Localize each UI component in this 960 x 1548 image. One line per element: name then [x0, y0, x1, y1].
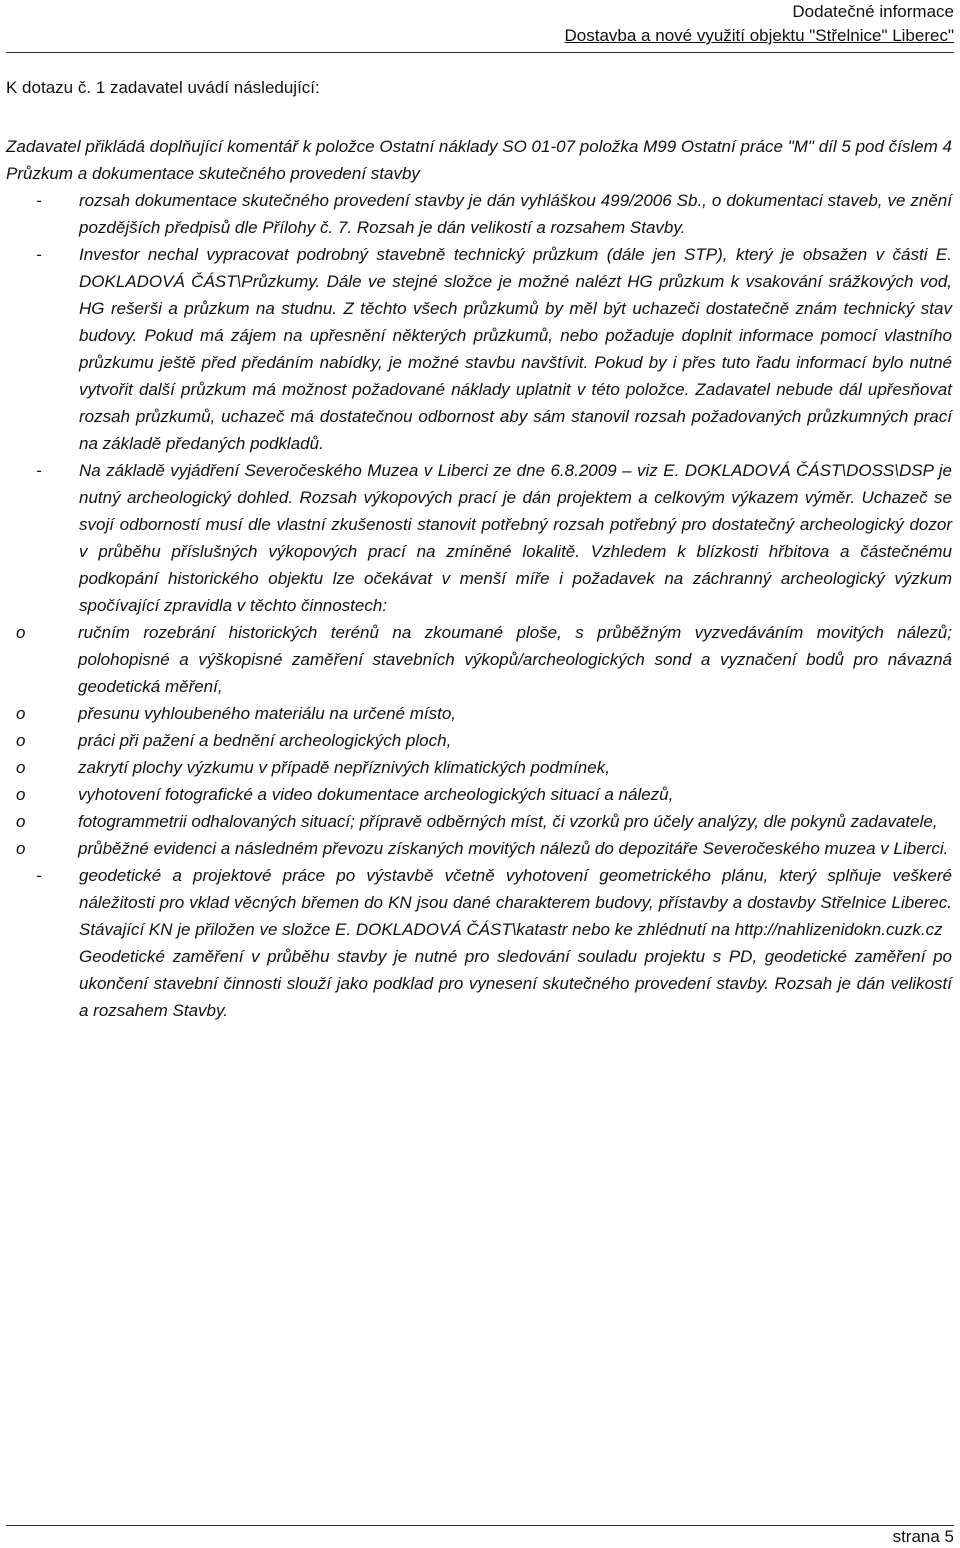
list-item	[6, 241, 952, 457]
activity-item	[6, 835, 952, 862]
question-heading: K dotazu č. 1 zadavatel uvádí následující:	[6, 78, 320, 97]
item-extra-text: Geodetické zaměření v průběhu stavby je nutné pro sledování souladu projektu s PD, geodetické zaměření po ukončení stavební činnosti slouží jako podklad pro vynesení skutečného provedení stavby. Rozsah je dán velikostí a rozsahem Stavby.	[79, 947, 952, 1020]
header-divider	[6, 52, 954, 53]
activity-text: vyhotovení fotografické a video dokumentace archeologických situací a nálezů,	[78, 785, 674, 804]
list-item	[6, 187, 952, 241]
item-text: geodetické a projektové práce po výstavbě včetně vyhotovení geometrického plánu, který splňuje veškeré náležitosti pro vklad věcných břemen do KN jsou dané charakterem budovy, přístavby a dostavby Střelnice Liberec. Stávající KN je přiložen ve složce E. DOKLADOVÁ ČÁST\katastr nebo ke zhlédnutí na http://nahlizenidokn.cuzk.cz	[79, 866, 952, 939]
dash-bullet: -	[36, 866, 42, 885]
activity-text: práci při pažení a bednění archeologických ploch,	[78, 731, 452, 750]
page-header	[565, 0, 954, 48]
page-number: strana 5	[892, 1527, 954, 1546]
dash-bullet: -	[36, 191, 42, 210]
circle-bullet: o	[16, 731, 26, 750]
activity-item	[6, 727, 952, 754]
item-text: Na základě vyjádření Severočeského Muzea v Liberci ze dne 6.8.2009 – viz E. DOKLADOVÁ ČÁST\DOSS\DSP je nutný archeologický dohled. Rozsah výkopových prací je dán projektem a celkovým výkazem výměr. Uchazeč se svojí odborností musí dle vlastní zkušenosti stanovit potřebný rozsah potřebný pro dostatečný archeologický dozor v průběhu příslušných výkopových prací na zmíněné lokalitě. Vzhledem k blízkosti hřbitova a částečnému podkopání historického objektu lze očekávat v menší míře i požadavek na záchranný archeologický výzkum spočívající zpravidla v těchto činnostech:	[79, 461, 952, 615]
header-project: Dostavba a nové využití objektu "Střelnice" Liberec"	[564, 26, 954, 45]
circle-bullet: o	[16, 812, 26, 831]
item-text: rozsah dokumentace skutečného provedení stavby je dán vyhláškou 499/2006 Sb., o dokumentaci staveb, ve znění pozdějších předpisů dle Přílohy č. 7. Rozsah je dán velikostí a rozsahem Stavby.	[79, 191, 952, 237]
circle-bullet: o	[16, 623, 26, 642]
activity-text: průběžné evidenci a následném převozu získaných movitých nálezů do depozitáře Severočeského muzea v Liberci.	[78, 839, 949, 858]
circle-bullet: o	[16, 839, 26, 858]
activity-text: ručním rozebrání historických terénů na zkoumané ploše, s průběžným vyzvedáváním movitých nálezů; polohopisné a výškopisné zaměření stavebních výkopů/archeologických sond a vyznačení bodů pro návazná geodetická měření,	[78, 623, 952, 696]
dash-bullet: -	[36, 461, 42, 480]
dash-bullet: -	[36, 245, 42, 264]
list-item	[6, 457, 952, 619]
circle-bullet: o	[16, 758, 26, 777]
answer-list	[6, 187, 952, 1024]
intro-paragraph: Zadavatel přikládá doplňující komentář k položce Ostatní náklady SO 01-07 položka M99 Ostatní práce "M" díl 5 pod číslem 4 Průzkum a dokumentace skutečného provedení stavby	[6, 137, 952, 183]
circle-bullet: o	[16, 704, 26, 723]
footer-divider	[6, 1525, 954, 1526]
header-title: Dodatečné informace	[792, 2, 954, 21]
activity-text: fotogrammetrii odhalovaných situací; přípravě odběrných míst, či vzorků pro účely analýzy, dle pokynů zadavatele,	[78, 812, 938, 831]
circle-bullet: o	[16, 785, 26, 804]
activity-text: zakrytí plochy výzkumu v případě nepříznivých klimatických podmínek,	[78, 758, 610, 777]
activity-item	[6, 754, 952, 781]
activity-item	[6, 808, 952, 835]
item-text: Investor nechal vypracovat podrobný stavebně technický průzkum (dále jen STP), který je obsažen v části E. DOKLADOVÁ ČÁST\Průzkumy. Dále ve stejné složce je možné nalézt HG průzkum k vsakování srážkových vod, HG rešerši a průzkum na studnu. Z těchto všech průzkumů by měl být uchazeči dostatečně znám technický stav budovy. Pokud má zájem na upřesnění některých průzkumů, nebo požaduje doplnit informace pomocí vlastního průzkumu ještě před předáním nabídky, je možné stavbu navštívit. Pokud by i přes tuto řadu informací bylo nutné vytvořit další průzkum má možnost požadované náklady uplatnit v této položce. Zadavatel nebude dál upřesňovat rozsah průzkumů, uchazeč má dostatečnou odbornost aby sám stanovil rozsah požadovaných průzkumných prací na základě předaných podkladů.	[79, 245, 952, 453]
activity-item	[6, 619, 952, 700]
activity-text: přesunu vyhloubeného materiálu na určené místo,	[78, 704, 457, 723]
activity-item	[6, 781, 952, 808]
activity-list	[6, 619, 952, 862]
list-item	[6, 862, 952, 1024]
activity-item	[6, 700, 952, 727]
